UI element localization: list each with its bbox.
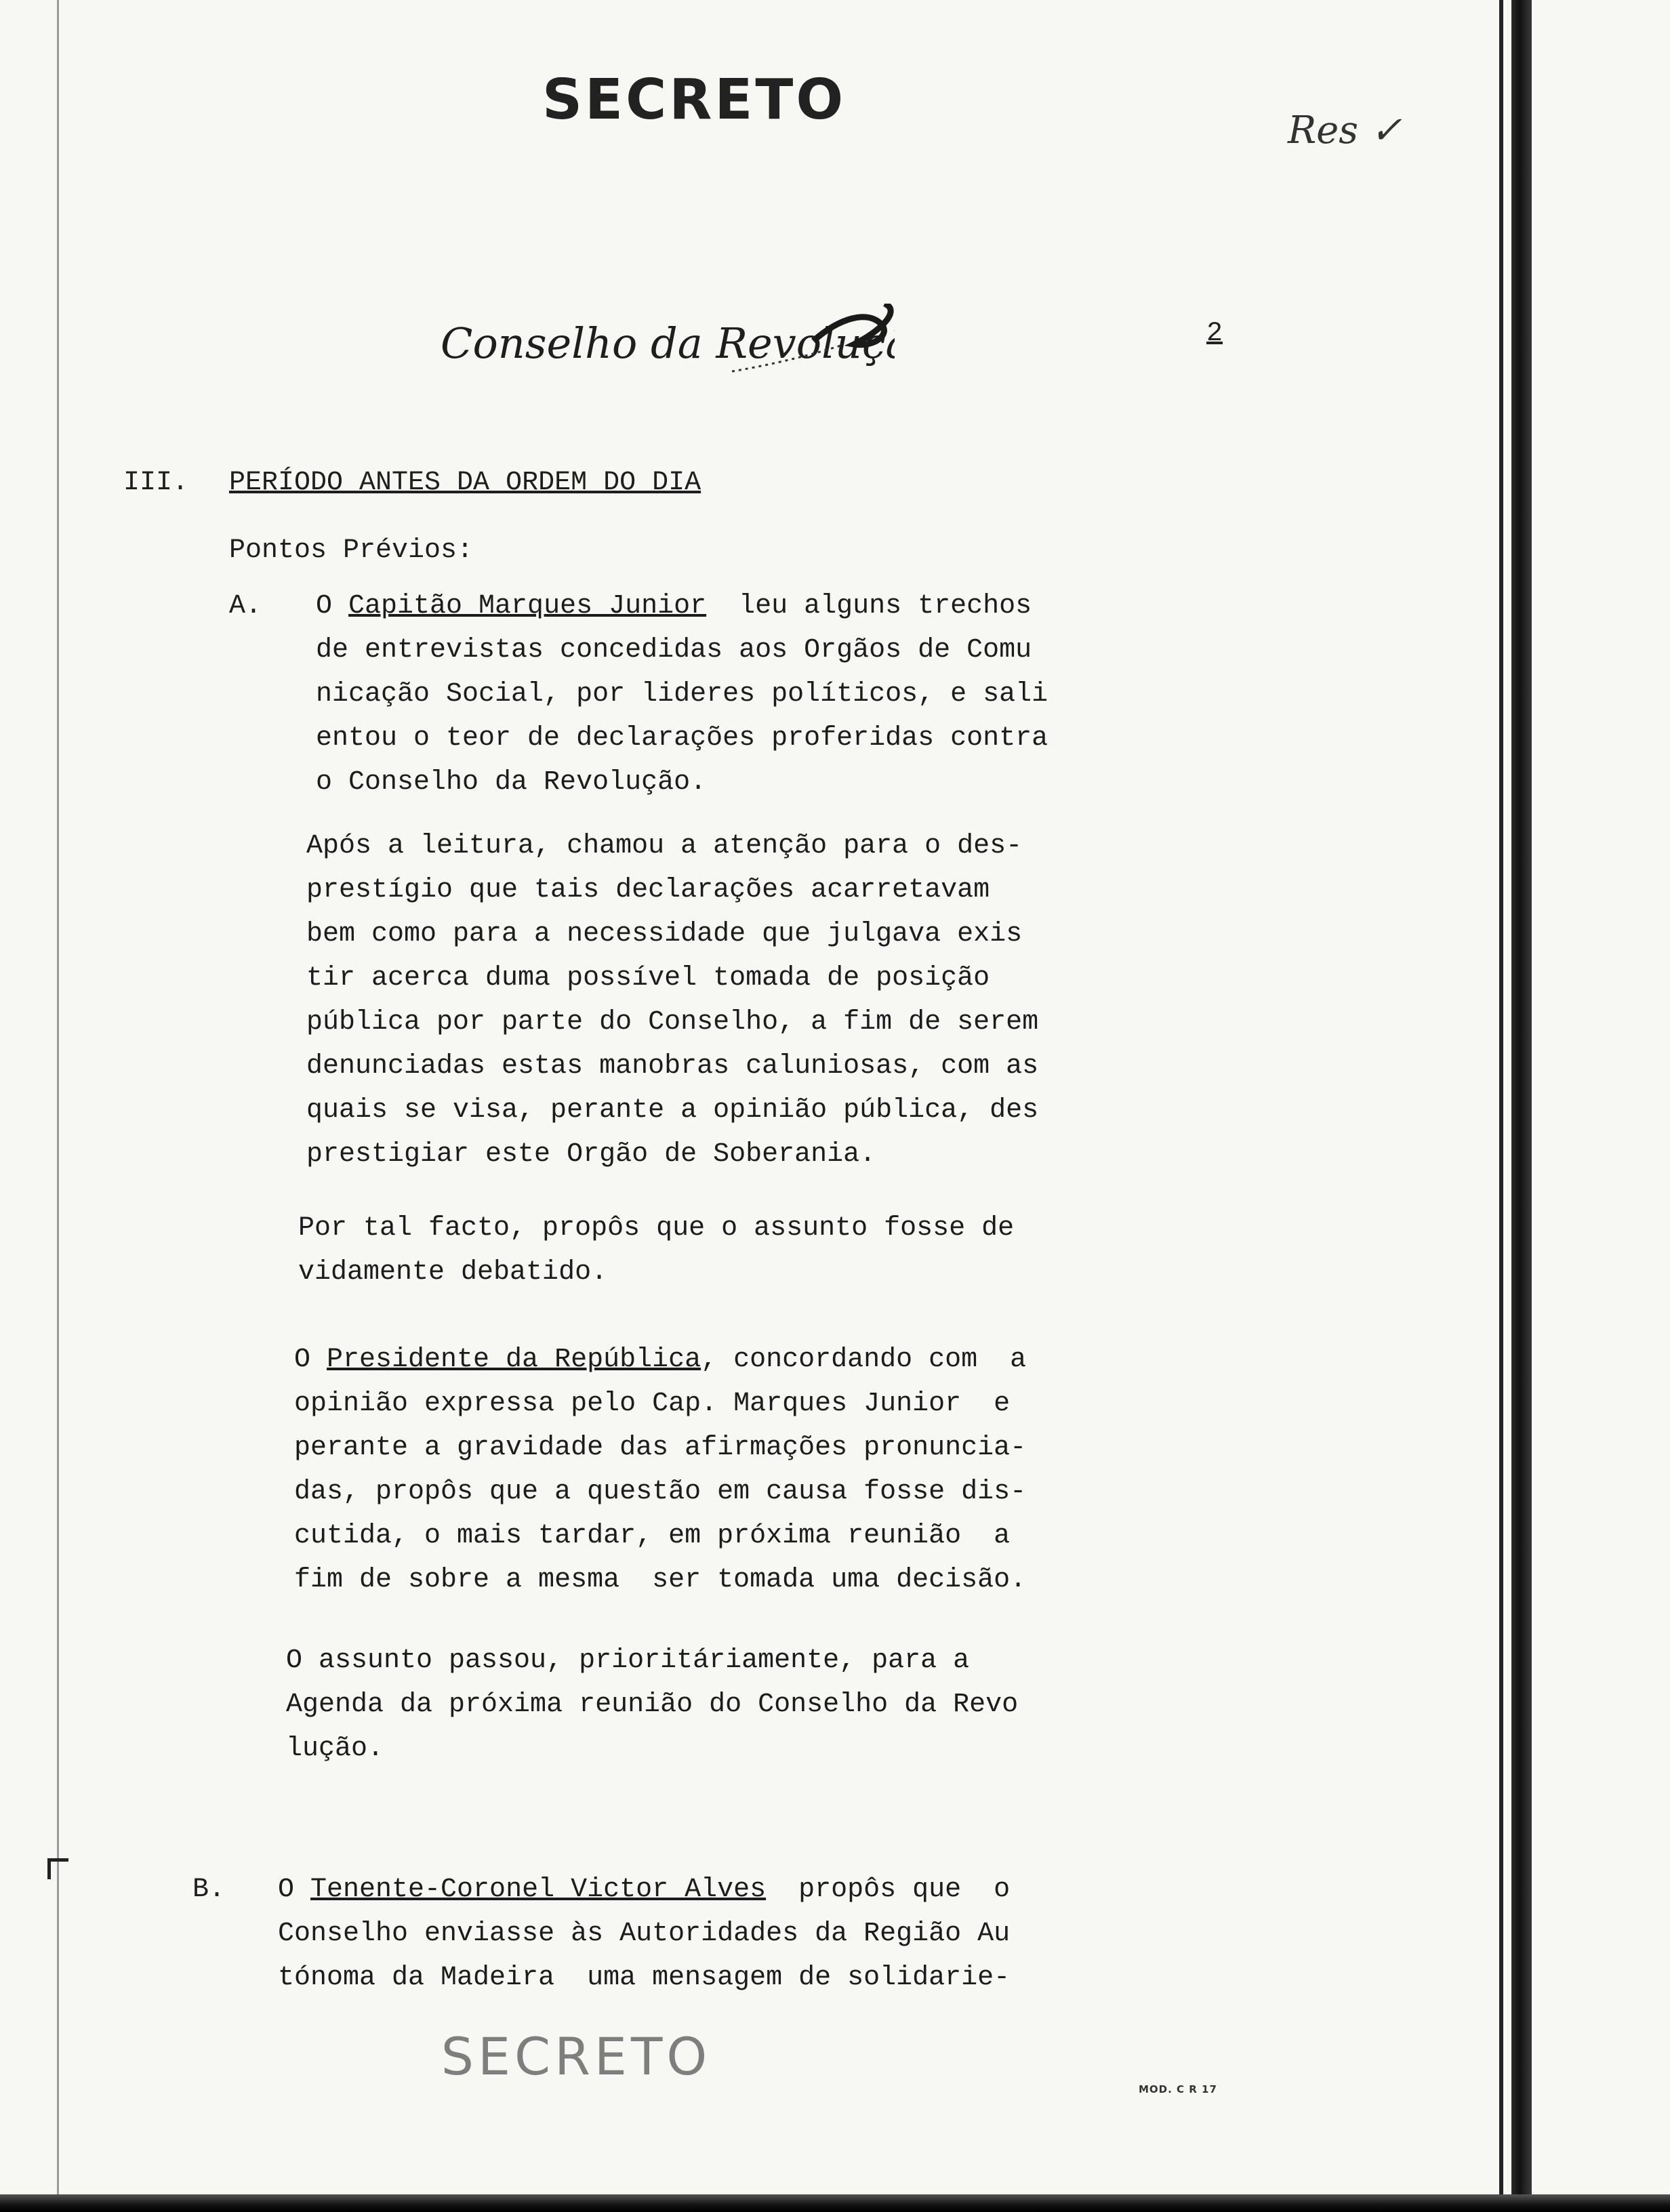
person-name-victor-alves: Tenente-Coronel Victor Alves [310,1875,767,1905]
item-b-paragraph [278,1868,1010,2000]
scan-edge-left [57,0,59,2212]
page-number: 2 [1206,319,1223,349]
para3-line: vidamente debatido. [298,1257,608,1288]
para2-line: prestígio que tais declarações acarretavam [306,875,990,905]
para2-line: quais se visa, perante a opinião pública, des [306,1095,1039,1126]
letterhead-script [434,304,895,385]
section-title: PERÍODO ANTES DA ORDEM DO DIA [229,468,701,498]
scan-edge-right-line [1499,0,1503,2212]
scan-edge-bottom [0,2194,1670,2212]
para1-line: nicação Social, por lideres políticos, e sali [316,679,1048,710]
subheading: Pontos Prévios: [229,535,474,566]
para1-line: o Conselho da Revolução. [316,767,707,798]
itemb-line: tónoma da Madeira uma mensagem de solidarie- [278,1963,1011,1993]
person-name-presidente: Presidente da República [327,1345,701,1375]
item-letter-b: B. [192,1875,226,1905]
item-a-paragraph-4 [294,1338,1026,1602]
classification-stamp-top: SECRETO [542,68,847,132]
para2-line: bem como para a necessidade que julgava exis [306,919,1023,949]
para2-line: Após a leitura, chamou a atenção para o des- [306,831,1023,861]
item-letter-a: A. [229,591,262,621]
itemb-lead: O [278,1875,311,1905]
para1-line: de entrevistas concedidas aos Orgãos de Comu [316,635,1032,665]
itemb-line: Conselho enviasse às Autoridades da Região Au [278,1919,1011,1949]
section-number: III. [123,468,189,498]
scan-edge-right [1511,0,1532,2212]
para1-line: entou o teor de declarações proferidas contra [316,723,1048,754]
letterhead [434,304,895,385]
para4-rest: , concordando com a [701,1345,1027,1375]
para1-rest: leu alguns trechos [706,591,1032,621]
para4-lead: O [294,1345,327,1375]
para4-line: das, propôs que a questão em causa fosse dis- [294,1477,1027,1507]
para5-line: O assunto passou, prioritáriamente, para a [286,1645,970,1676]
para2-line: denunciadas estas manobras caluniosas, com as [306,1051,1039,1082]
classification-stamp-bottom: SECRETO [441,2026,712,2087]
para5-line: Agenda da próxima reunião do Conselho da Revo [286,1689,1019,1720]
letterhead-text: Conselho da Revolução [441,319,895,368]
para4-line: perante a gravidade das afirmações pronuncia- [294,1433,1027,1463]
item-a-paragraph-5 [286,1639,1018,1771]
para4-line: cutida, o mais tardar, em próxima reunião a [294,1521,1011,1551]
item-a-paragraph-2 [306,824,1038,1176]
para2-line: prestigiar este Orgão de Soberania. [306,1139,876,1170]
para4-line: opinião expressa pelo Cap. Marques Junior e [294,1389,1011,1419]
para2-line: tir acerca duma possível tomada de posição [306,963,990,994]
itemb-rest: propôs que o [766,1875,1011,1905]
handwritten-note: Res ✓ [1288,108,1402,152]
person-name-marques-junior: Capitão Marques Junior [348,591,707,621]
para2-line: pública por parte do Conselho, a fim de serem [306,1007,1039,1038]
item-a-paragraph-3 [298,1206,1014,1294]
corner-mark [47,1858,68,1879]
form-code: MOD. C R 17 [1139,2083,1217,2095]
para3-line: Por tal facto, propôs que o assunto fosse de [298,1213,1015,1244]
para1-lead: O [316,591,349,621]
para5-line: lução. [286,1734,384,1764]
item-a-paragraph-1 [316,584,1048,804]
para4-line: fim de sobre a mesma ser tomada uma decisão. [294,1565,1027,1595]
